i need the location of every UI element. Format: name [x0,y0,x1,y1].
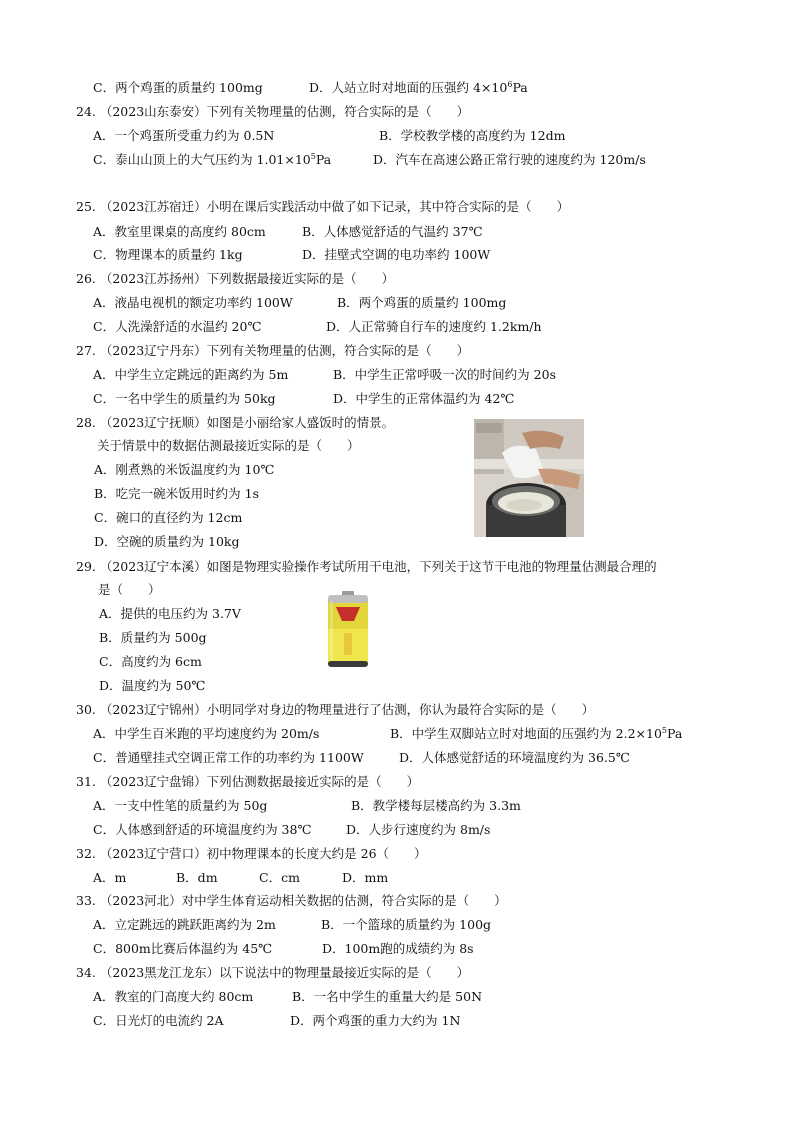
option-b: B．吃完一碗米饭用时约为 1s [94,486,260,501]
option-a: A．中学生立定跳远的距离约为 5m [93,367,289,382]
option-line [93,750,630,766]
option-d: D．100m跑的成绩约为 8s [322,941,474,956]
option-b: B．学校教学楼的高度约为 12dm [379,128,566,143]
dry-cell-battery-photo [324,591,372,669]
question-30: 30. （2023辽宁锦州）小明同学对身边的物理量进行了估测，你认为最符合实际的是（ ） [76,702,595,717]
question-33: 33. （2023河北）对中学生体育运动相关数据的估测，符合实际的是（ ） [76,893,507,908]
option-a: A．教室的门高度大约 80cm [93,989,254,1004]
option-a: A．液晶电视机的额定功率约 100W [93,295,293,310]
option-a: A．中学生百米跑的平均速度约为 20m/s [93,726,320,741]
option-line [93,79,528,96]
option-b: B．中学生双脚站立时对地面的压强约为 $2.2\times 10^5Pa$ [390,725,683,741]
question-24: 24. （2023山东泰安）下列有关物理量的估测，符合实际的是（ ） [76,104,470,119]
option-line [93,319,542,335]
option-b: B．质量约为 500g [99,630,207,645]
option-line [93,917,492,933]
option-a: A．教室里课桌的高度约 80cm [93,224,266,239]
rice-serving-photo [474,419,584,537]
option-c: C．泰山山顶上的大气压约为 $1.01\times 10^5Pa$ [93,151,332,167]
option-b: B．一个篮球的质量约为 100g [321,917,492,932]
option-b: B．一名中学生的重量大约是 50N [292,989,483,1004]
option-b: B．dm [176,870,218,885]
option-c: C．碗口的直径约为 12cm [94,510,243,525]
option-line [93,989,483,1005]
question-26: 26. （2023江苏扬州）下列数据最接近实际的是（ ） [76,271,395,286]
option-c: C．cm [259,870,300,885]
question-28-stem: 关于情景中的数据估测最接近实际的是（ ） [97,438,360,453]
question-28: 28. （2023辽宁抚顺）如图是小丽给家人盛饭时的情景。 [76,415,395,430]
option-a: A．一个鸡蛋所受重力约为 0.5N [93,128,275,143]
option-c: C．物理课本的质量约 1kg [93,247,243,262]
option-line [93,725,683,742]
option-c: C．两个鸡蛋的质量约 100mg [93,80,263,95]
option-d: D．两个鸡蛋的重力大约为 1N [290,1013,461,1028]
option-c: C．人体感到舒适的环境温度约为 38℃ [93,822,312,837]
option-d: D．温度约为 50℃ [99,678,206,693]
option-line [93,224,483,240]
option-line [93,870,389,886]
option-d: D．挂壁式空调的电功率约 100W [302,247,491,262]
option-line [93,391,515,407]
option-line [93,822,491,838]
option-a: A．刚煮熟的米饭温度约为 10℃ [94,462,275,477]
option-line [93,151,646,168]
option-d: D．人步行速度约为 8m/s [346,822,491,837]
question-31: 31. （2023辽宁盘锦）下列估测数据最接近实际的是（ ） [76,774,420,789]
option-d: D．人正常骑自行车的速度约 1.2km/h [326,319,542,334]
option-b: B．教学楼每层楼高约为 3.3m [351,798,521,813]
option-line [93,798,521,814]
option-c: C．一名中学生的质量约为 50kg [93,391,276,406]
option-a: A．提供的电压约为 3.7V [99,606,241,621]
option-c: C．人洗澡舒适的水温约 20℃ [93,319,262,334]
option-d: D．汽车在高速公路正常行驶的速度约为 120m/s [373,152,646,167]
option-d: D．空碗的质量约为 10kg [94,534,240,549]
option-b: B．中学生正常呼吸一次的时间约为 20s [333,367,556,382]
option-c: C．普通壁挂式空调正常工作的功率约为 1100W [93,750,364,765]
option-line [93,247,491,263]
option-line [93,1013,461,1029]
option-b: B．两个鸡蛋的质量约 100mg [337,295,507,310]
question-29-stem: 是（ ） [98,582,161,597]
question-32: 32. （2023辽宁营口）初中物理课本的长度大约是 26（ ） [76,846,427,861]
option-line [93,295,507,311]
option-line [93,941,474,957]
option-a: A．立定跳远的跳跃距离约为 2m [93,917,276,932]
question-34: 34. （2023黑龙江龙东）以下说法中的物理量最接近实际的是（ ） [76,965,470,980]
option-line [93,128,566,144]
option-line [93,367,556,383]
option-c: C．800m比赛后体温约为 45℃ [93,941,273,956]
option-d: D．中学生的正常体温约为 42℃ [333,391,515,406]
question-25: 25. （2023江苏宿迁）小明在课后实践活动中做了如下记录，其中符合实际的是（ ） [76,199,570,214]
option-a: A．一支中性笔的质量约为 50g [93,798,268,813]
question-27: 27. （2023辽宁丹东）下列有关物理量的估测，符合实际的是（ ） [76,343,470,358]
option-c: C．高度约为 6cm [99,654,202,669]
option-d: D．人站立时对地面的压强约 $4\times 10^6Pa$ [309,79,528,95]
option-b: B．人体感觉舒适的气温约 37℃ [302,224,483,239]
option-c: C．日光灯的电流约 2A [93,1013,224,1028]
option-d: D．mm [342,870,389,885]
question-29: 29. （2023辽宁本溪）如图是物理实验操作考试所用干电池，下列关于这节干电池的物理量估测最合理的 [76,559,657,574]
option-a: A．m [93,870,127,885]
option-d: D．人体感觉舒适的环境温度约为 36.5℃ [399,750,630,765]
